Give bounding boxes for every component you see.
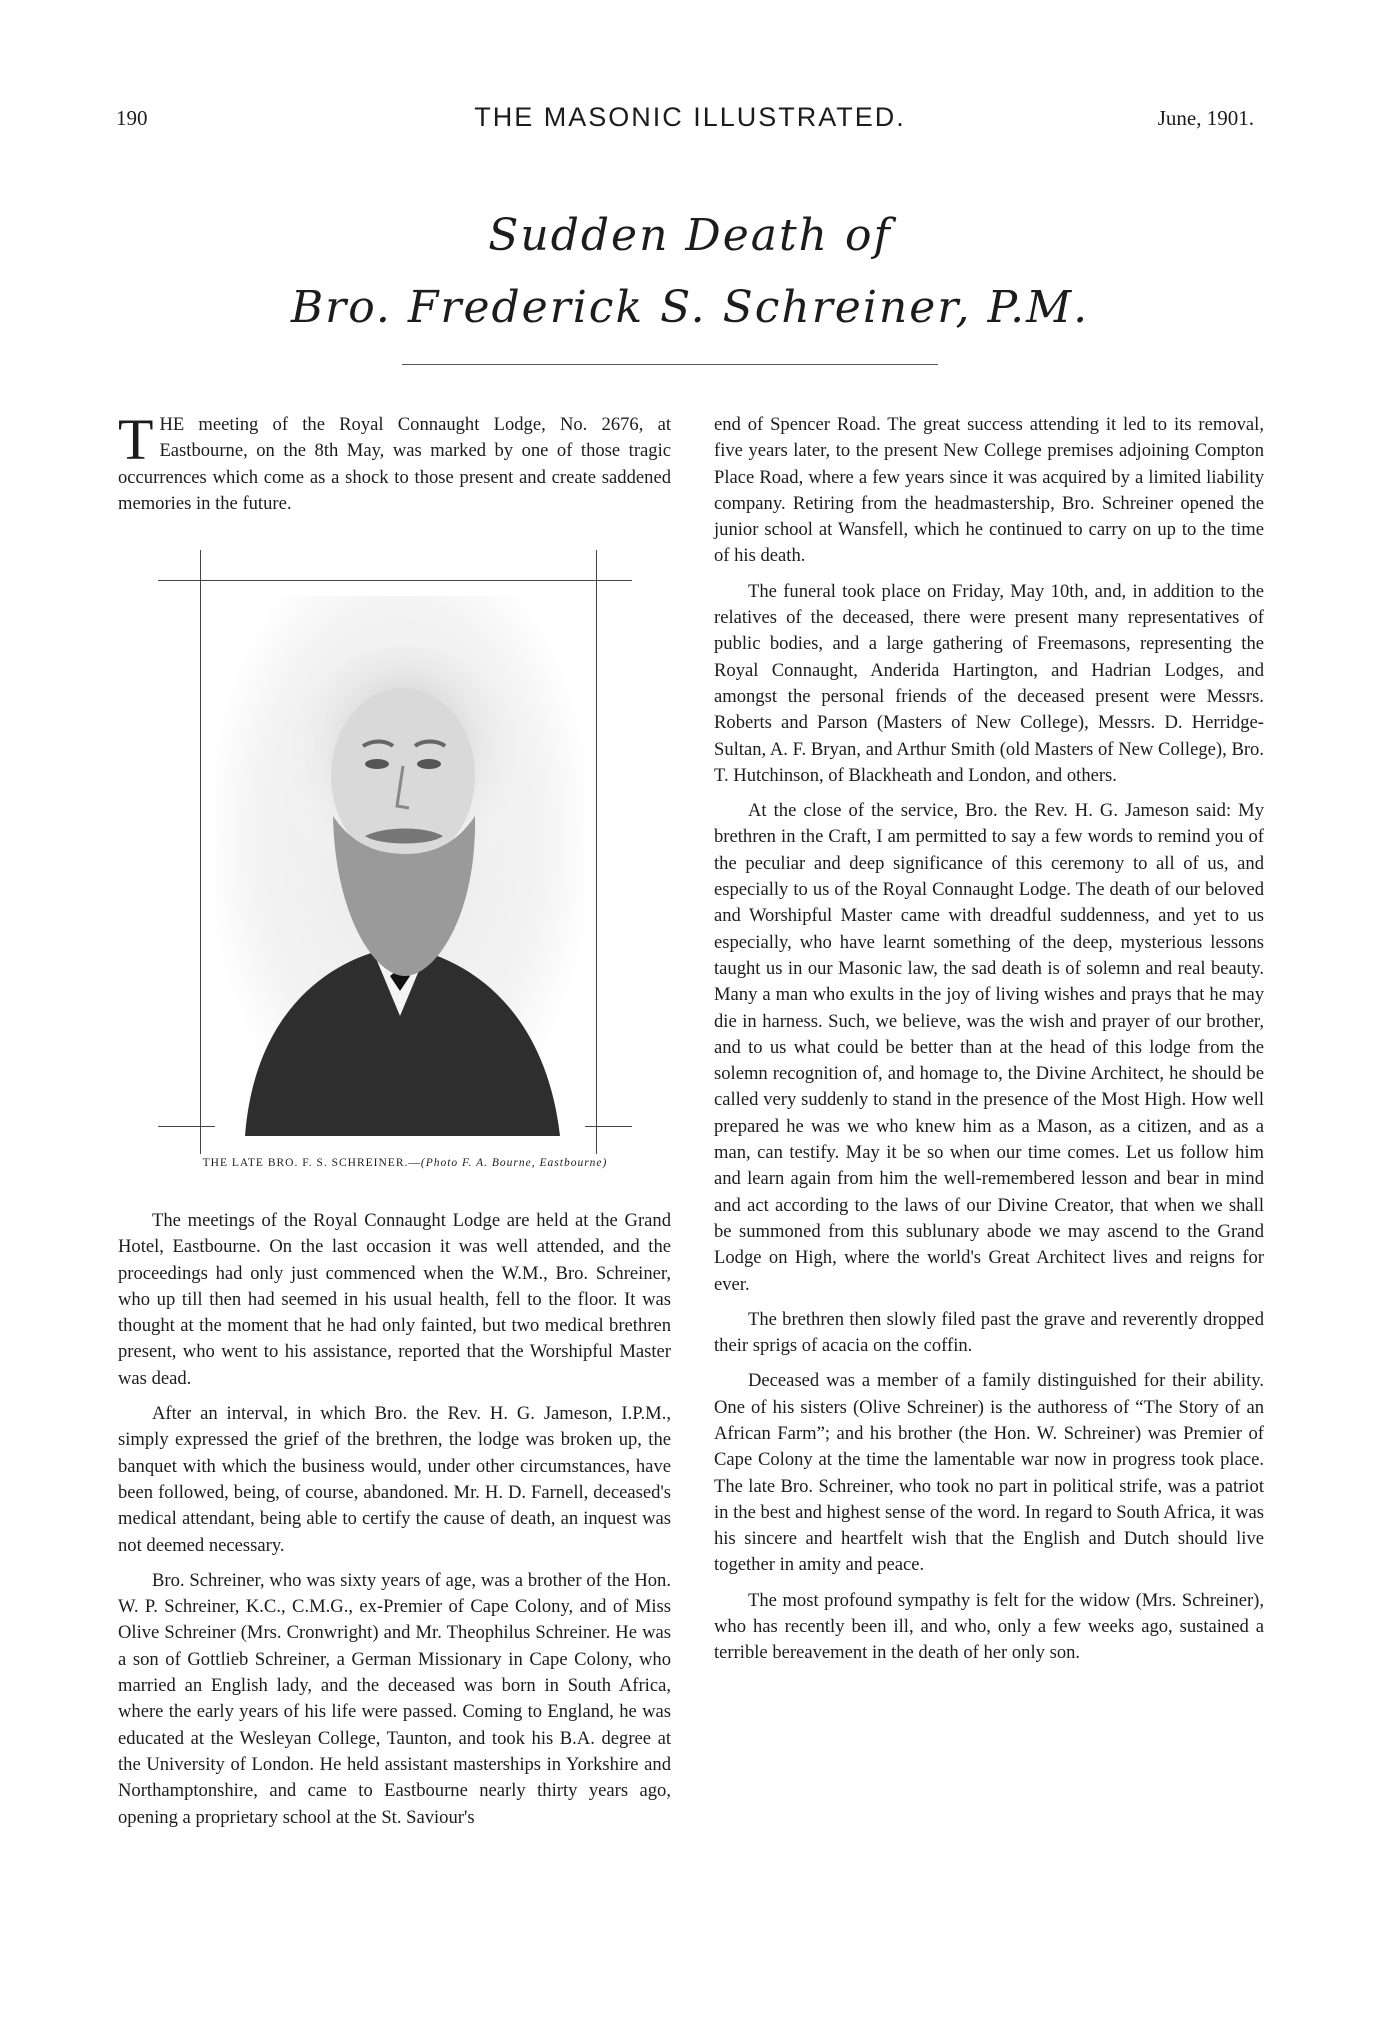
intro-paragraph (118, 407, 671, 517)
title-rule (402, 364, 938, 365)
frame-line-right (596, 550, 597, 1154)
article-title-line-2: Bro. Frederick S. Schreiner, P.M. (290, 282, 1090, 333)
article-paragraph: Deceased was a member of a family distinguished for their ability. One of his sisters (Olive Schreiner) is the authoress of “The Story of an African Farm”; and his brother (the Hon. W. Schreiner) was Premier of Cape Colony at the time the lamentable war now in progress took place. The late Bro. Schreiner, who took no part in political strife, was a patriot in the best and highest sense of the word. In regard to South Africa, it was his sincere and heartfelt wish that the English and Dutch should live together in amity and peace. (714, 1370, 1264, 1576)
right-column (714, 412, 1264, 1676)
article-paragraph-continued: end of Spencer Road. The great success attending it led to its removal, five years later, to the present New College premises adjoining Compton Place Road, where a few years since it was acquired by a limited liability company. Retiring from the headmastership, Bro. Schreiner opened the junior school at Wansfell, which he continued to carry on up to the time of his death. (714, 414, 1264, 567)
left-column (118, 1208, 671, 1840)
intro-text: HE meeting of the Royal Connaught Lodge, No. 2676, at Eastbourne, on the 8th May, was marked by one of those tragic occurrences which come as a shock to those present and create saddened memories in the future. (118, 414, 671, 514)
article-title-line-1: Sudden Death of (488, 210, 892, 261)
frame-line-top (158, 580, 632, 581)
issue-date: June, 1901. (1157, 106, 1254, 130)
portrait-caption (135, 1157, 675, 1169)
article-paragraph: After an interval, in which Bro. the Rev. H. G. Jameson, I.P.M., simply expressed the grief of the brethren, the lodge was broken up, the banquet with which the business would, under other circumstances, have been followed, being, of course, abandoned. Mr. H. D. Farnell, deceased's medical attendant, being able to certify the cause of death, an inquest was not deemed necessary. (118, 1403, 671, 1556)
frame-line-left (200, 550, 201, 1154)
drop-cap: T (118, 407, 154, 472)
article-paragraph: The meetings of the Royal Connaught Lodge are held at the Grand Hotel, Eastbourne. On the last occasion it was well attended, and the proceedings had only just commenced when the W.M., Bro. Schreiner, who up till then had seemed in his usual health, fell to the floor. It was thought at the moment that he had only fainted, but two medical brethren present, who went to his assistance, reported that the Worshipful Master was dead. (118, 1210, 671, 1389)
portrait-illustration (215, 596, 585, 1136)
caption-text: THE LATE BRO. F. S. SCHREINER.— (202, 1157, 421, 1169)
portrait-photo (215, 596, 585, 1136)
running-title: THE MASONIC ILLUSTRATED. (474, 102, 906, 132)
article-paragraph: The funeral took place on Friday, May 10th, and, in addition to the relatives of the deceased, there were present many representatives of public bodies, and a large gathering of Freemasons, representing the Royal Connaught, Anderida Hartington, and Hadrian Lodges, and amongst the personal friends of the deceased present were Messrs. Roberts and Parson (Masters of New College), Messrs. D. Herridge-Sultan, A. F. Bryan, and Arthur Smith (old Masters of New College), Bro. T. Hutchinson, of Blackheath and London, and others. (714, 580, 1264, 786)
photo-credit: (Photo F. A. Bourne, Eastbourne) (420, 1157, 608, 1169)
article-paragraph: At the close of the service, Bro. the Rev. H. G. Jameson said: My brethren in the Craft, I am permitted to say a few words to remind you of the peculiar and deep significance of this ceremony to all of us, and especially to us of the Royal Connaught Lodge. The death of our beloved and Worshipful Master came with dreadful suddenness, and yet to us especially, who have learnt something of the deep, mysterious lessons taught us in our Masonic law, the sad death is of solemn and real beauty. Many a man who exults in the joy of living wishes and prays that he may die in harness. Such, we believe, was the wish and prayer of our brother, and to us what could be better than at the head of this lodge from the solemn recognition of, and homage to, the Divine Architect, he should be called very suddenly to stand in the presence of the Most High. How well prepared he was we who knew him as a Mason, as a citizen, and as a man, can testify. May it be so when our time comes. Let us follow him and learn again from him the well-remembered lesson and bear in mind and act according to the laws of our Divine Creator, that when we shall be summoned from this sublunary abode we may ascend to the Grand Lodge on High, where the world's Great Architect lives and reigns for ever. (714, 800, 1264, 1295)
article-paragraph: The brethren then slowly filed past the grave and reverently dropped their sprigs of acacia on the coffin. (714, 1308, 1264, 1357)
page-number: 190 (116, 106, 148, 130)
article-paragraph: Bro. Schreiner, who was sixty years of age, was a brother of the Hon. W. P. Schreiner, K.C., C.M.G., ex-Premier of Cape Colony, and of Miss Olive Schreiner (Mrs. Cronwright) and Mr. Theophilus Schreiner. He was a son of Gottlieb Schreiner, a German Missionary in Cape Colony, who married an English lady, and the deceased was born in South Africa, where the early years of his life were passed. Coming to England, he was educated at the Wesleyan College, Taunton, and took his B.A. degree at the University of London. He held assistant masterships in Yorkshire and Northamptonshire, and came to Eastbourne nearly thirty years ago, opening a proprietary school at the St. Saviour's (118, 1569, 671, 1828)
article-paragraph: The most profound sympathy is felt for the widow (Mrs. Schreiner), who has recently been ill, and who, only a few weeks ago, sustained a terrible bereavement in the death of her only son. (714, 1589, 1264, 1664)
